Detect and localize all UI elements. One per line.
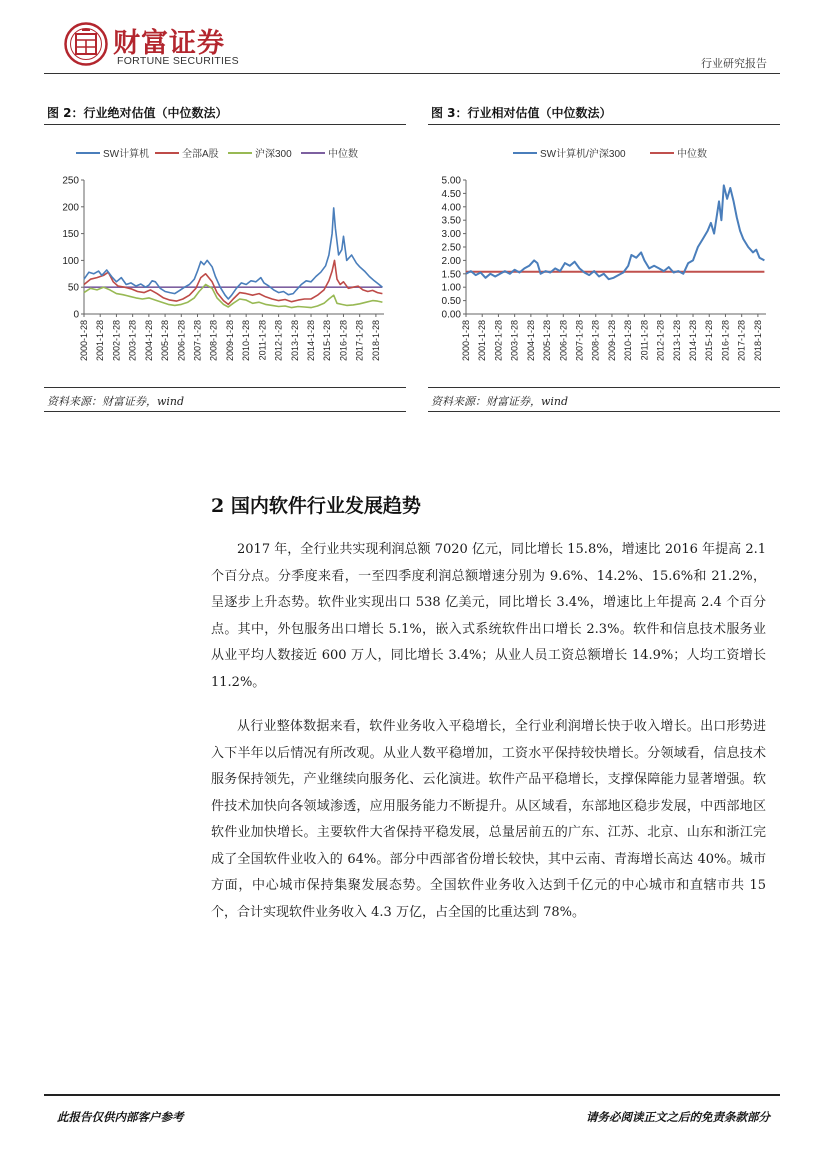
company-seal-icon bbox=[64, 22, 108, 66]
x-tick-label: 2010-1-28 bbox=[241, 320, 252, 362]
figure-3-source-rule bbox=[428, 411, 780, 412]
x-tick-label: 2011-1-28 bbox=[257, 320, 268, 361]
y-tick-label: 1.50 bbox=[441, 269, 461, 281]
figure-3-top-rule bbox=[428, 124, 780, 125]
figure-3-source: 资料来源：财富证券，wind bbox=[431, 395, 569, 408]
x-tick-label: 2005-1-28 bbox=[160, 320, 171, 362]
company-name-en: FORTUNE SECURITIES bbox=[117, 55, 239, 67]
figure-2-source: 资料来源：财富证券，wind bbox=[47, 395, 185, 408]
x-tick-label: 2003-1-28 bbox=[127, 320, 138, 362]
x-tick-label: 2013-1-28 bbox=[671, 320, 682, 362]
x-tick-label: 2004-1-28 bbox=[525, 320, 536, 362]
x-tick-label: 2011-1-28 bbox=[639, 320, 650, 361]
y-tick-label: 4.50 bbox=[441, 188, 461, 200]
series-line bbox=[84, 208, 382, 299]
company-name-cn: 财富证券 bbox=[113, 28, 225, 59]
report-type: 行业研究报告 bbox=[701, 57, 767, 70]
x-tick-label: 2008-1-28 bbox=[590, 320, 601, 362]
figure-3-chart bbox=[428, 128, 780, 383]
x-tick-label: 2006-1-28 bbox=[558, 320, 569, 362]
x-tick-label: 2001-1-28 bbox=[477, 320, 488, 362]
x-tick-label: 2003-1-28 bbox=[509, 320, 520, 362]
legend-label: 中位数 bbox=[677, 149, 707, 160]
series-line bbox=[466, 185, 764, 279]
y-tick-label: 2.50 bbox=[441, 242, 461, 254]
x-tick-label: 2007-1-28 bbox=[192, 320, 203, 362]
figure-3-title: 图 3：行业相对估值（中位数法） bbox=[431, 106, 612, 120]
y-tick-label: 2.00 bbox=[441, 255, 461, 267]
y-tick-label: 0.00 bbox=[441, 309, 461, 321]
figure-2-title: 图 2：行业绝对估值（中位数法） bbox=[47, 106, 228, 120]
x-tick-label: 2000-1-28 bbox=[461, 320, 471, 362]
x-tick-label: 2002-1-28 bbox=[493, 320, 504, 362]
x-tick-label: 2009-1-28 bbox=[224, 320, 235, 362]
x-tick-label: 2000-1-28 bbox=[79, 320, 89, 362]
footer-right: 请务必阅读正文之后的免责条款部分 bbox=[586, 1110, 770, 1124]
y-tick-label: 5.00 bbox=[441, 175, 461, 187]
legend-label: 沪深300 bbox=[255, 149, 292, 160]
x-tick-label: 2006-1-28 bbox=[176, 320, 187, 362]
x-tick-label: 2018-1-28 bbox=[752, 320, 763, 362]
y-tick-label: 1.00 bbox=[441, 282, 461, 294]
x-tick-label: 2007-1-28 bbox=[574, 320, 585, 362]
x-tick-label: 2012-1-28 bbox=[273, 320, 284, 362]
y-tick-label: 150 bbox=[62, 229, 79, 241]
x-tick-label: 2016-1-28 bbox=[720, 320, 731, 362]
x-tick-label: 2009-1-28 bbox=[606, 320, 617, 362]
header-rule bbox=[44, 73, 780, 74]
y-tick-label: 250 bbox=[62, 175, 79, 187]
y-tick-label: 200 bbox=[62, 202, 79, 214]
x-tick-label: 2015-1-28 bbox=[322, 320, 333, 362]
x-tick-label: 2005-1-28 bbox=[542, 320, 553, 362]
y-tick-label: 50 bbox=[67, 282, 79, 294]
x-tick-label: 2018-1-28 bbox=[370, 320, 381, 362]
x-tick-label: 2014-1-28 bbox=[688, 320, 699, 362]
x-tick-label: 2004-1-28 bbox=[143, 320, 154, 362]
x-tick-label: 2017-1-28 bbox=[354, 320, 365, 362]
x-tick-label: 2008-1-28 bbox=[208, 320, 219, 362]
footer-rule bbox=[44, 1094, 780, 1096]
y-tick-label: 0 bbox=[73, 309, 79, 321]
x-tick-label: 2010-1-28 bbox=[623, 320, 634, 362]
figure-2-bottom-rule bbox=[44, 387, 406, 388]
series-line bbox=[84, 260, 382, 304]
legend-label: SW计算机 bbox=[103, 149, 150, 160]
paragraph-1: 2017 年，全行业共实现利润总额 7020 亿元，同比增长 15.8%，增速比 2016 年提高 2.1 个百分点。分季度来看，一至四季度利润总额增速分别为 9.6%、14.2%、15.6%和 21.2%，呈逐步上升态势。软件业实现出口 538 亿美元，同比增长 3.4%，增速比上年提高 2.4 个百分点。其中，外包服务出口增长 5.1%，嵌入式系统软件出口增长 2.3%。软件和信息技术服务业从业平均人数接近 600 万人，同比增长 3.4%；从业人员工资总额增长 14.9%；人均工资增长 11.2%。 bbox=[211, 542, 766, 690]
legend-label: 全部A股 bbox=[182, 149, 219, 160]
figure-2-chart bbox=[44, 128, 406, 383]
x-tick-label: 2014-1-28 bbox=[306, 320, 317, 362]
figure-2-source-rule bbox=[44, 411, 406, 412]
x-tick-label: 2013-1-28 bbox=[289, 320, 300, 362]
footer-left: 此报告仅供内部客户参考 bbox=[57, 1110, 184, 1124]
figure-3-bottom-rule bbox=[428, 387, 780, 388]
legend-label: SW计算机/沪深300 bbox=[540, 149, 626, 160]
y-tick-label: 4.00 bbox=[441, 202, 461, 214]
x-tick-label: 2001-1-28 bbox=[95, 320, 106, 362]
company-logo bbox=[64, 22, 108, 66]
x-tick-label: 2016-1-28 bbox=[338, 320, 349, 362]
legend-label: 中位数 bbox=[328, 149, 358, 160]
x-tick-label: 2012-1-28 bbox=[655, 320, 666, 362]
figure-2-top-rule bbox=[44, 124, 406, 125]
y-tick-label: 100 bbox=[62, 255, 79, 267]
x-tick-label: 2002-1-28 bbox=[111, 320, 122, 362]
x-tick-label: 2015-1-28 bbox=[704, 320, 715, 362]
paragraph-2: 从行业整体数据来看，软件业务收入平稳增长，全行业利润增长快于收入增长。出口形势进入下半年以后情况有所改观。从业人数平稳增加，工资水平保持较快增长。分领域看，信息技术服务保持领先，产业继续向服务化、云化演进。软件产品平稳增长，支撑保障能力显著增强。软件技术加快向各领域渗透，应用服务能力不断提升。从区域看，东部地区稳步发展，中西部地区软件业加快增长。主要软件大省保持平稳发展，总量居前五的广东、江苏、北京、山东和浙江完成了全国软件业收入的 64%。部分中西部省份增长较快，其中云南、青海增长高达 40%。城市方面，中心城市保持集聚发展态势。全国软件业务收入达到千亿元的中心城市和直辖市共 15 个，合计实现软件业务收入 4.3 万亿，占全国的比重达到 78%。 bbox=[211, 719, 766, 920]
y-tick-label: 3.00 bbox=[441, 229, 461, 241]
section-body bbox=[211, 537, 766, 926]
y-tick-label: 0.50 bbox=[441, 296, 461, 308]
y-tick-label: 3.50 bbox=[441, 215, 461, 227]
section-title: 2 国内软件行业发展趋势 bbox=[211, 495, 421, 517]
x-tick-label: 2017-1-28 bbox=[736, 320, 747, 362]
